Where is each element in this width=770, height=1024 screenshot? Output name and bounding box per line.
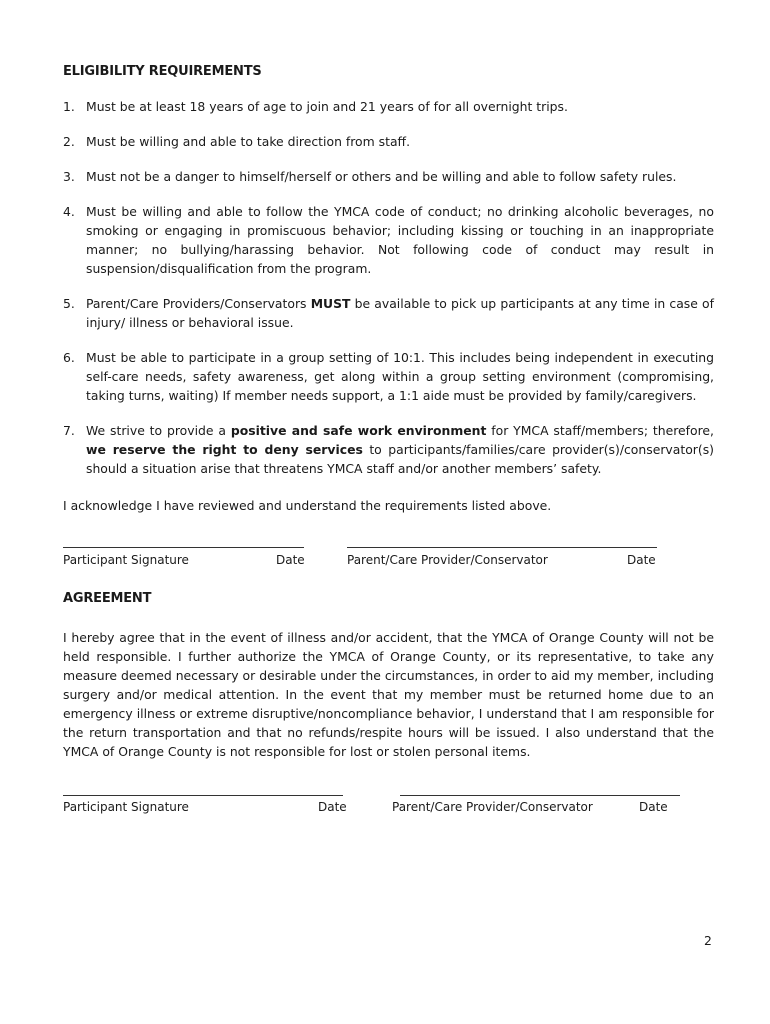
- parent-date-label-2: Date: [639, 800, 668, 814]
- list-item-text: [86, 294, 714, 332]
- list-item-text-part: be available to pick up participants at any time in case of injury/ illness or behavioral issue.: [86, 296, 714, 330]
- list-item-number: 2.: [63, 134, 75, 149]
- parent-signature-label: Parent/Care Provider/Conservator: [347, 553, 548, 567]
- list-item: [63, 294, 714, 332]
- list-item-number: 4.: [63, 204, 75, 219]
- emphasis-deny-services: we reserve the right to deny services: [86, 442, 363, 457]
- list-item-text-part: We strive to provide a: [86, 423, 231, 438]
- parent-date-label: Date: [627, 553, 656, 567]
- list-item-number: 1.: [63, 99, 75, 114]
- agreement-text: I hereby agree that in the event of illness and/or accident, that the YMCA of Orange County will not be held responsible. I further authorize the YMCA of Orange County, or its representative, to take any measure deemed necessary or desirable under the circumstances, in order to aid my member, including surgery and/or medical attention. In the event that my member must be returned home due to an emergency illness or extreme disruptive/noncompliance behavior, I understand that I am responsible for the return transportation and that no refunds/respite hours will be issued. I also understand that the YMCA of Orange County is not responsible for lost or stolen personal items.: [63, 630, 714, 759]
- list-item: [63, 167, 714, 186]
- list-item-text: Must be able to participate in a group setting of 10:1. This includes being independent in executing self-care needs, safety awareness, get along within a group setting environment (compromising, taking turns, waiting) If member needs support, a 1:1 aide must be provided by family/caregivers.: [86, 350, 714, 403]
- participant-signature-line-2[interactable]: [63, 795, 343, 796]
- list-item: [63, 132, 714, 151]
- list-item-text: Must be willing and able to follow the YMCA code of conduct; no drinking alcoholic beverages, no smoking or engaging in promiscuous behavior; including kissing or touching in an inappropriate manner; no bullying/harassing behavior. Not following code of conduct may result in suspension/disqualification from the program.: [86, 204, 714, 276]
- emphasis-positive-environment: positive and safe work environment: [230, 423, 487, 438]
- emphasis-must: MUST: [310, 296, 351, 311]
- requirements-list: [63, 97, 714, 494]
- list-item-text: Must be willing and able to take direction from staff.: [86, 134, 411, 149]
- list-item-number: 6.: [63, 350, 75, 365]
- list-item-number: 5.: [63, 296, 75, 311]
- list-item: [63, 97, 714, 116]
- list-item: [63, 348, 714, 405]
- list-item-text-part: to participants/families/care provider(s)/conservator(s) should a situation arise that threatens YMCA staff and/or another members’ safety.: [86, 442, 714, 476]
- parent-signature-label-2: Parent/Care Provider/Conservator: [392, 800, 593, 814]
- participant-signature-line[interactable]: [63, 547, 304, 548]
- participant-date-label-2: Date: [318, 800, 347, 814]
- list-item-number: 3.: [63, 169, 75, 184]
- list-item-number: 7.: [63, 423, 75, 438]
- list-item-text: [86, 421, 714, 478]
- participant-date-label: Date: [276, 553, 305, 567]
- list-item-text: Must not be a danger to himself/herself or others and be willing and able to follow safety rules.: [86, 169, 677, 184]
- list-item-text-part: for YMCA staff/members; therefore,: [486, 423, 714, 438]
- participant-signature-label: Participant Signature: [63, 553, 189, 567]
- participant-signature-label-2: Participant Signature: [63, 800, 189, 814]
- list-item: [63, 202, 714, 278]
- agreement-heading: AGREEMENT: [63, 591, 152, 606]
- parent-signature-line-2[interactable]: [400, 795, 680, 796]
- acknowledgement-text: I acknowledge I have reviewed and understand the requirements listed above.: [63, 498, 552, 513]
- parent-signature-line[interactable]: [347, 547, 657, 548]
- list-item-text: Must be at least 18 years of age to join and 21 years of for all overnight trips.: [86, 99, 568, 114]
- list-item: [63, 421, 714, 478]
- eligibility-heading: ELIGIBILITY REQUIREMENTS: [63, 64, 262, 79]
- list-item-text-part: Parent/Care Providers/Conservators: [86, 296, 311, 311]
- page-number: 2: [704, 933, 712, 948]
